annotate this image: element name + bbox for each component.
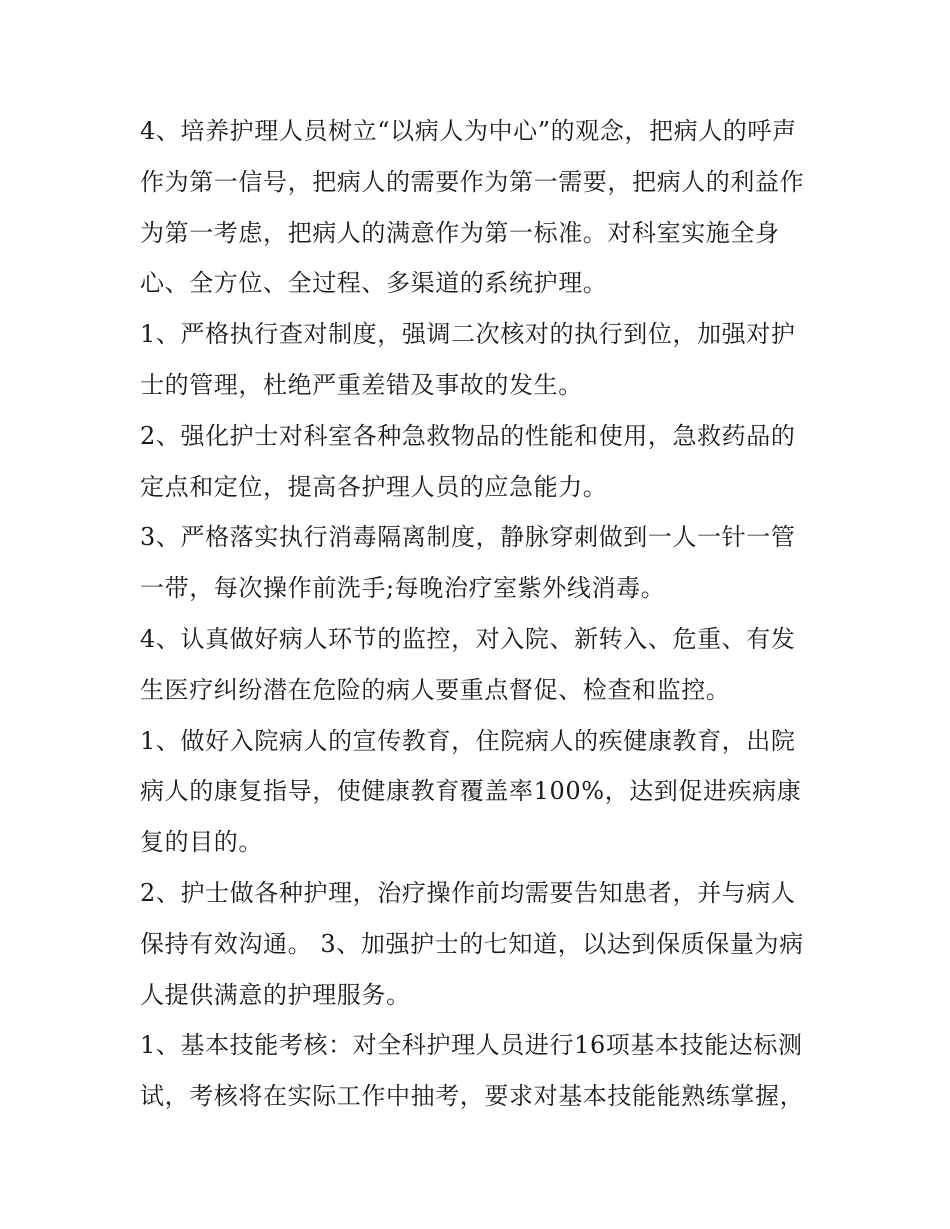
paragraph-verification-system: 1、严格执行查对制度，强调二次核对的执行到位，加强对护士的管理，杜绝严重差错及事故的发生。	[140, 320, 796, 399]
paragraph-nursing-philosophy: 4、培养护理人员树立“以病人为中心”的观念，把病人的呼声作为第一信号，把病人的需要作为第一需要，把病人的利益作为第一考虑，把病人的满意作为第一标准。对科室实施全身心、全方位、全过程、多渠道的系统护理。	[140, 117, 805, 298]
document-body	[140, 106, 820, 1122]
paragraph-skills-assessment: 1、基本技能考核：对全科护理人员进行16项基本技能达标测试，考核将在实际工作中抽考，要求对基本技能能熟练掌握，	[140, 1031, 805, 1111]
paragraph-communication: 2、护士做各种护理，治疗操作前均需要告知患者，并与病人保持有效沟通。 3、加强护士的七知道，以达到保质保量为病人提供满意的护理服务。	[140, 878, 804, 1009]
paragraph-health-education: 1、做好入院病人的宣传教育，住院病人的疾健康教育，出院病人的康复指导，使健康教育覆盖率100%，达到促进疾病康复的目的。	[140, 726, 802, 857]
paragraph-disinfection: 3、严格落实执行消毒隔离制度，静脉穿刺做到一人一针一管一带，每次操作前洗手;每晚治疗室紫外线消毒。	[140, 523, 796, 603]
paragraph-emergency-supplies: 2、强化护士对科室各种急救物品的性能和使用，急救药品的定点和定位，提高各护理人员的应急能力。	[140, 421, 796, 501]
paragraph-patient-monitoring: 4、认真做好病人环节的监控，对入院、新转入、危重、有发生医疗纠纷潜在危险的病人要重点督促、检查和监控。	[140, 624, 796, 704]
